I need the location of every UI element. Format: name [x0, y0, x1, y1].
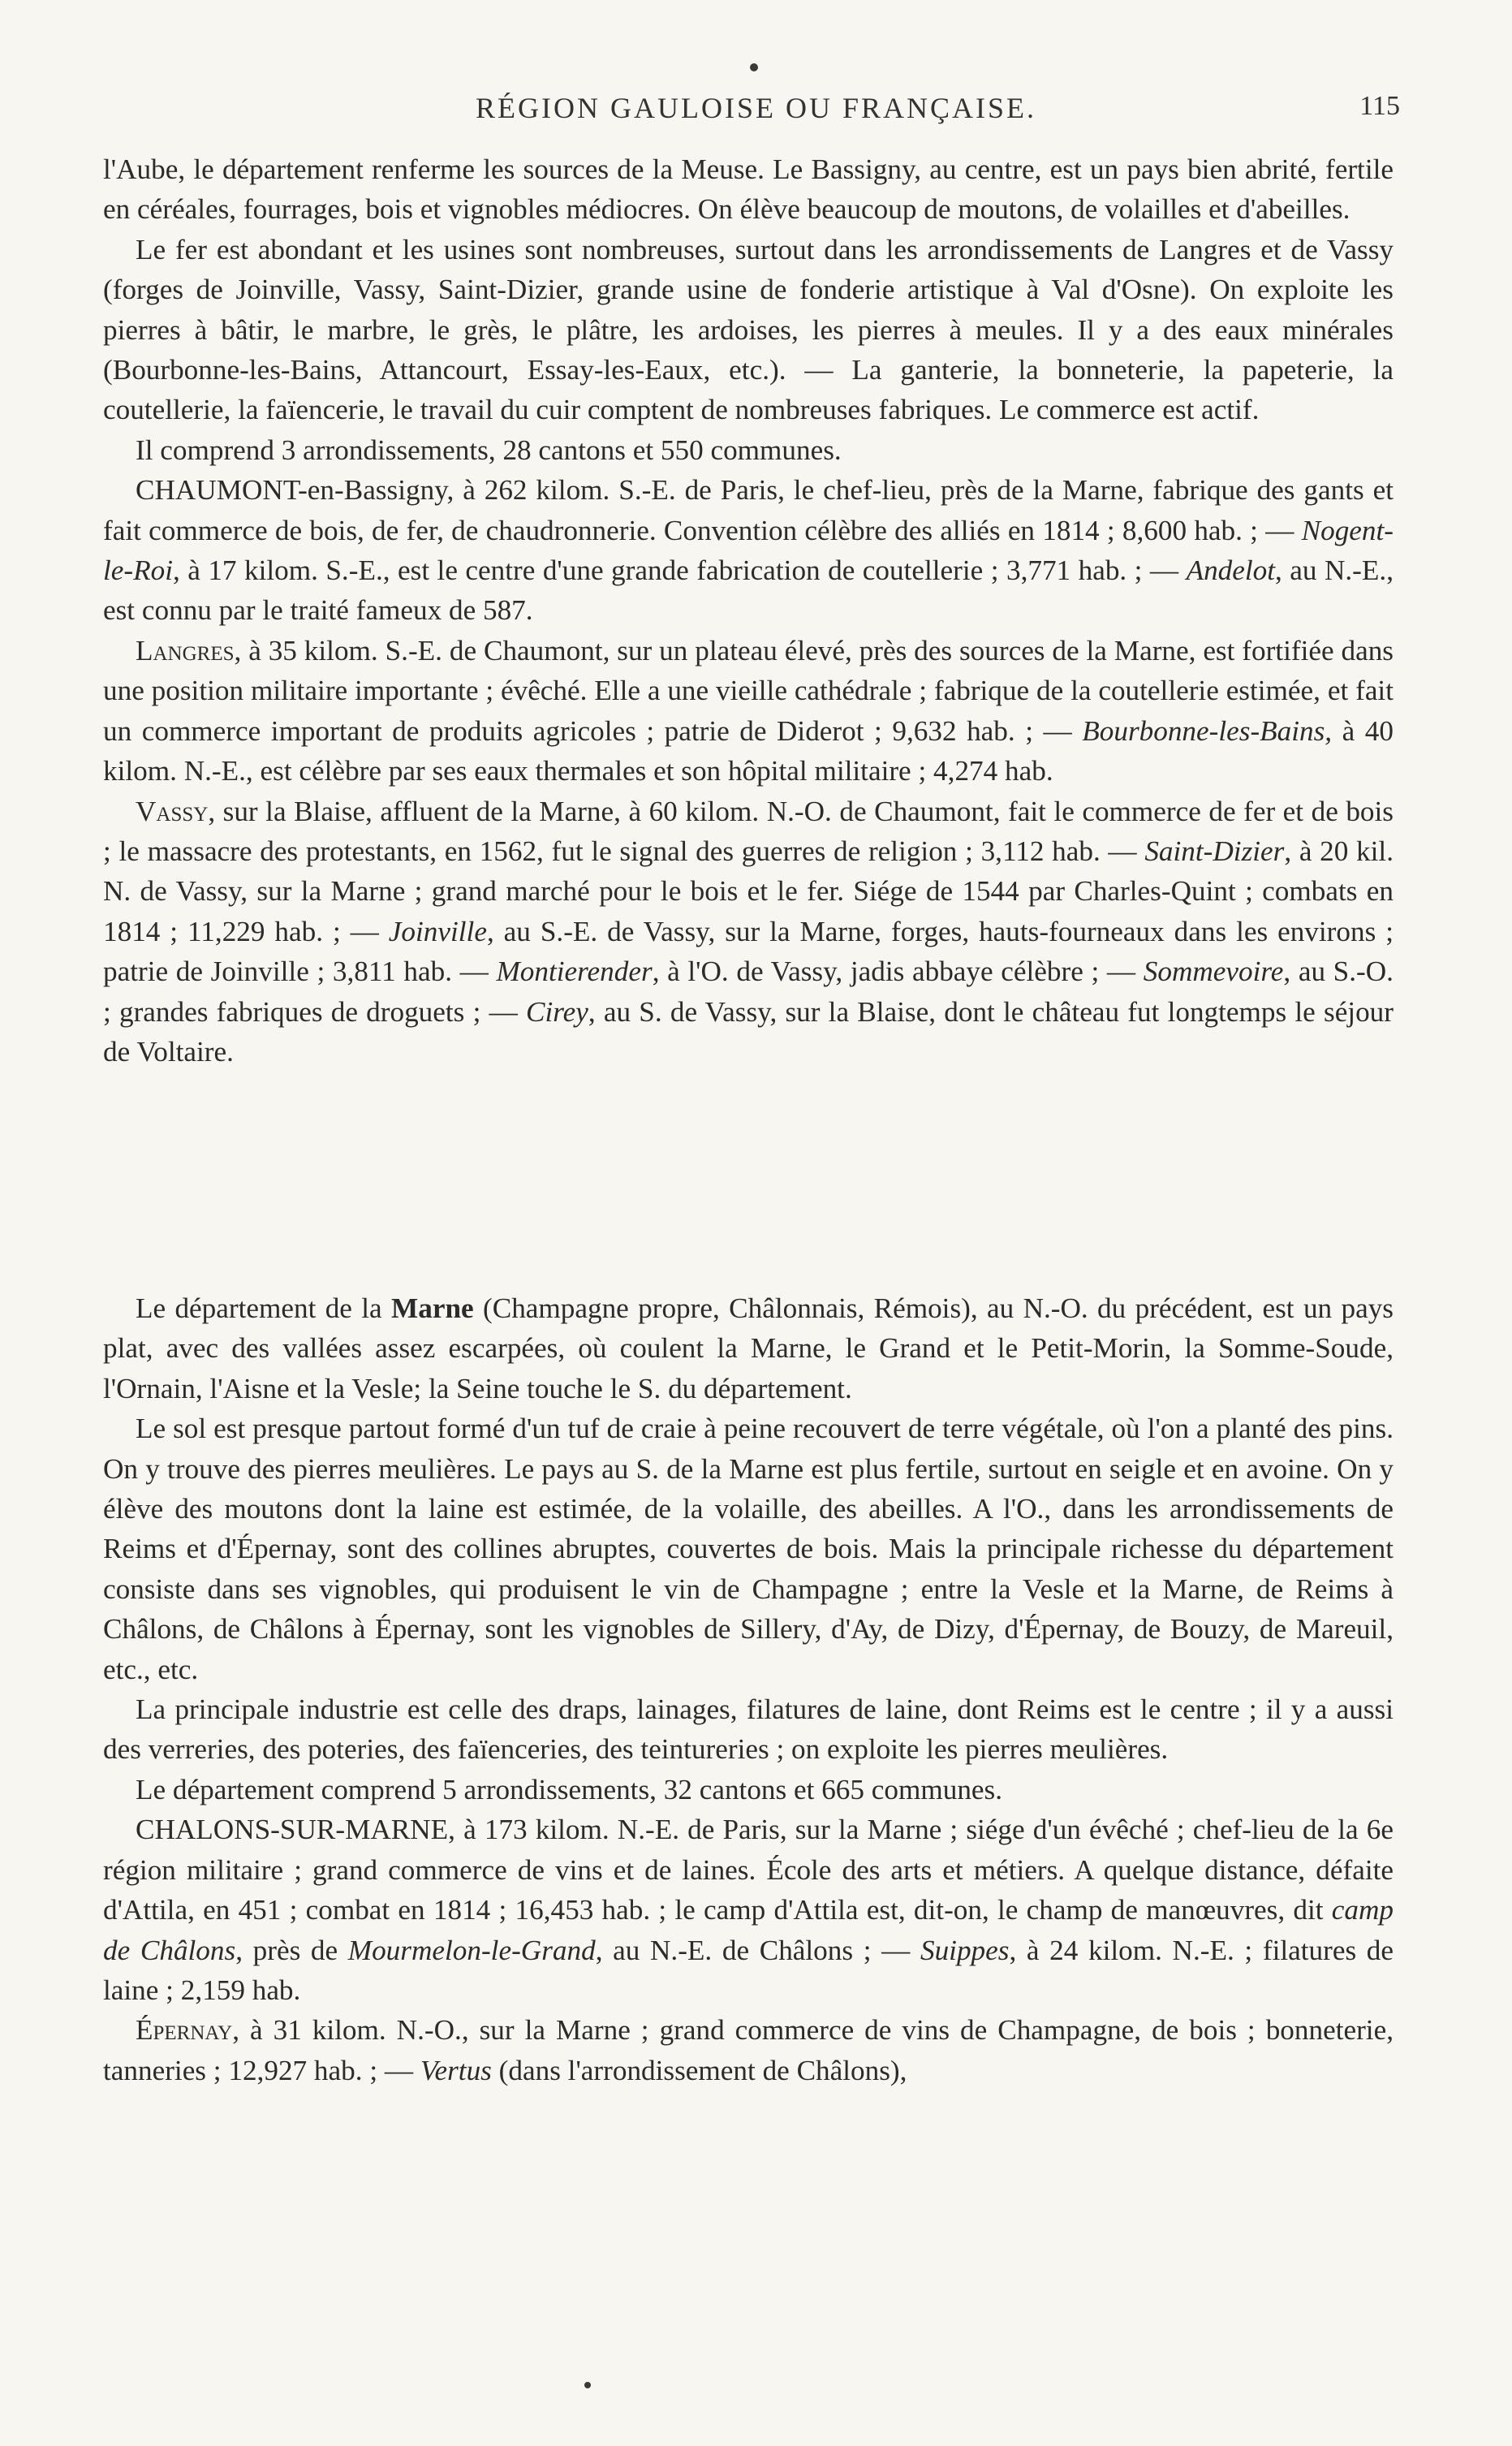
department-name: Marne — [391, 1292, 474, 1324]
place-name: Cirey — [525, 995, 588, 1028]
place-heading: Langres — [136, 634, 235, 667]
text: , près de — [235, 1934, 348, 1966]
place-name: Bourbonne-les-Bains, — [1082, 714, 1333, 747]
text: (dans l'arrondissement de Châlons), — [491, 2054, 907, 2086]
text: Le département de la — [136, 1292, 392, 1324]
place-name: Montierender — [496, 956, 653, 988]
paragraph: La principale industrie est celle des draps, lainages, filatures de laine, dont Reims est le centre ; il y a aussi des verreries, des poteries, des faïenceries, des teintureries ; on exploite les pierres meulières. — [103, 1693, 1394, 1766]
paragraph: Le sol est presque partout formé d'un tuf de craie à peine recouvert de terre végétale, où l'on a planté des pins. On y trouve des pierres meulières. Le pays au S. de la Marne est plus fertile, surtout en seigle et en avoine. On y élève des moutons dont la laine est estimée, de la volaille, des abeilles. A l'O., dans les arrondissements de Reims et d'Épernay, sont des collines abruptes, couvertes de bois. Mais la principale richesse du département consiste dans ses vignobles, qui produisent le vin de Champagne ; entre la Vesle et la Marne, de Reims à Châlons, de Châlons à Épernay, sont les vignobles de Sillery, d'Ay, de Dizy, d'Épernay, de Bouzy, de Mareuil, etc., etc. — [103, 1413, 1394, 1685]
place-name: Nogent-le-Roi — [103, 514, 1394, 587]
paragraph-chaumont — [103, 470, 1394, 631]
text: , sur la Blaise, affluent de la Marne, à 60 kilom. N.-O. de Chaumont, fait le commerce de fer et de bois ; le massacre des protestants, en 1562, fut le signal des guerres de religion ; 3,112 hab. — — [103, 795, 1394, 867]
text: , au S. de Vassy, sur la Blaise, dont le château fut longtemps le séjour de Voltaire. — [103, 995, 1394, 1068]
paragraph: l'Aube, le département renferme les sources de la Meuse. Le Bassigny, au centre, est un pays bien abrité, fertile en céréales, fourrages, bois et vignobles médiocres. On élève beaucoup de moutons, de volailles et d'abeilles. — [103, 153, 1394, 226]
paragraph: Le département comprend 5 arrondissements, 32 cantons et 665 communes. — [136, 1773, 1003, 1805]
paragraph-langres — [103, 631, 1394, 792]
ink-dot-bottom — [584, 2382, 591, 2388]
place-heading: Épernay — [136, 2014, 233, 2047]
haute-marne-section — [103, 149, 1394, 1072]
running-title: RÉGION GAULOISE OU FRANÇAISE. — [475, 92, 1036, 124]
text: à 40 kilom. N.-E., est célèbre par ses eaux thermales et son hôpital militaire ; 4,274 hab. — [103, 714, 1394, 787]
place-heading: Vassy — [136, 795, 209, 827]
text: , à 31 kilom. N.-O., sur la Marne ; grand commerce de vins de Champagne, de bois ; bonneterie, tanneries ; 12,927 hab. ; — — [103, 2014, 1394, 2086]
ink-dot-top — [750, 63, 758, 71]
paragraph: Le fer est abondant et les usines sont nombreuses, surtout dans les arrondissements de Langres et de Vassy (forges de Joinville, Vassy, Saint-Dizier, grande usine de fonderie artistique à Val d'Osne). On exploite les pierres à bâtir, le marbre, le grès, le plâtre, les ardoises, les pierres à meules. Il y a des eaux minérales (Bourbonne-les-Bains, Attancourt, Essay-les-Eaux, etc.). — La ganterie, la bonneterie, la papeterie, la coutellerie, la faïencerie, le travail du cuir comptent de nombreuses fabriques. Le commerce est actif. — [103, 233, 1394, 426]
place-name: Andelot — [1186, 554, 1276, 587]
place-name: Mourmelon-le-Grand — [347, 1934, 596, 1966]
place-name: Vertus — [420, 2054, 492, 2086]
paragraph-vassy — [103, 792, 1394, 1072]
paragraph-chalons — [103, 1810, 1394, 2010]
running-head — [0, 91, 1512, 132]
text: (Champagne propre, Châlonnais, Rémois), au N.-O. du précédent, est un pays plat, avec des vallées assez escarpées, où coulent la Marne, le Grand et le Petit-Morin, la Somme-Soude, l'Ornain, l'Aisne et la Vesle; la Seine touche le S. du département. — [103, 1292, 1394, 1404]
text: , au S.-O. ; grandes fabriques de droguets ; — — [103, 956, 1394, 1028]
place-name: Suippes — [920, 1934, 1010, 1966]
text: CHAUMONT-en-Bassigny, à 262 kilom. S.-E. de Paris, le chef-lieu, près de la Marne, fabrique des gants et fait commerce de bois, de fer, de chaudronnerie. Convention célèbre des alliés en 1814 ; 8,600 hab. ; — — [103, 474, 1394, 546]
text: , à l'O. de Vassy, jadis abbaye célèbre ; — — [652, 956, 1144, 988]
text: CHALONS-SUR-MARNE, à 173 kilom. N.-E. de Paris, sur la Marne ; siége d'un évêché ; chef-lieu de la 6e région militaire ; grand commerce de vins et de laines. École des arts et métiers. A quelque distance, défaite d'Attila, en 451 ; combat en 1814 ; 16,453 hab. ; le camp d'Attila est, dit-on, le champ de manœuvres, dit — [103, 1814, 1394, 1926]
place-name: Saint-Dizier — [1144, 835, 1285, 867]
place-name: camp de Châlons — [103, 1894, 1394, 1966]
paragraph-epernay — [103, 2010, 1394, 2090]
page-number: 115 — [1359, 91, 1400, 121]
paragraph-marne-intro — [103, 1288, 1394, 1408]
text: , à 24 kilom. N.-E. ; filatures de laine ; 2,159 hab. — [103, 1934, 1394, 2006]
text: , à 20 kil. N. de Vassy, sur la Marne ; grand marché pour le bois et le fer. Siége de 1544 par Charles-Quint ; combats en 1814 ; 11,229 hab. ; — — [103, 835, 1394, 947]
marne-section — [103, 1288, 1394, 2090]
text: , à 35 kilom. S.-E. de Chaumont, sur un plateau élevé, près des sources de la Marne, est fortifiée dans une position militaire importante ; évêché. Elle a une vieille cathédrale ; fabrique de la coutellerie estimée, et fait un commerce important de produits agricoles ; patrie de Diderot ; 9,632 hab. ; — — [103, 634, 1394, 747]
place-name: Joinville — [388, 915, 487, 947]
text: , au N.-E., est connu par le traité fameux de 587. — [103, 554, 1394, 627]
text: , à 17 kilom. S.-E., est le centre d'une grande fabrication de coutellerie ; 3,771 hab. ; — — [172, 554, 1187, 587]
place-name: Sommevoire — [1143, 956, 1284, 988]
paragraph: Il comprend 3 arrondissements, 28 cantons et 550 communes. — [136, 434, 842, 466]
text: , au N.-E. de Châlons ; — — [595, 1934, 920, 1966]
text: , au S.-E. de Vassy, sur la Marne, forges, hauts-fourneaux dans les environs ; patrie de Joinville ; 3,811 hab. — — [103, 915, 1394, 988]
